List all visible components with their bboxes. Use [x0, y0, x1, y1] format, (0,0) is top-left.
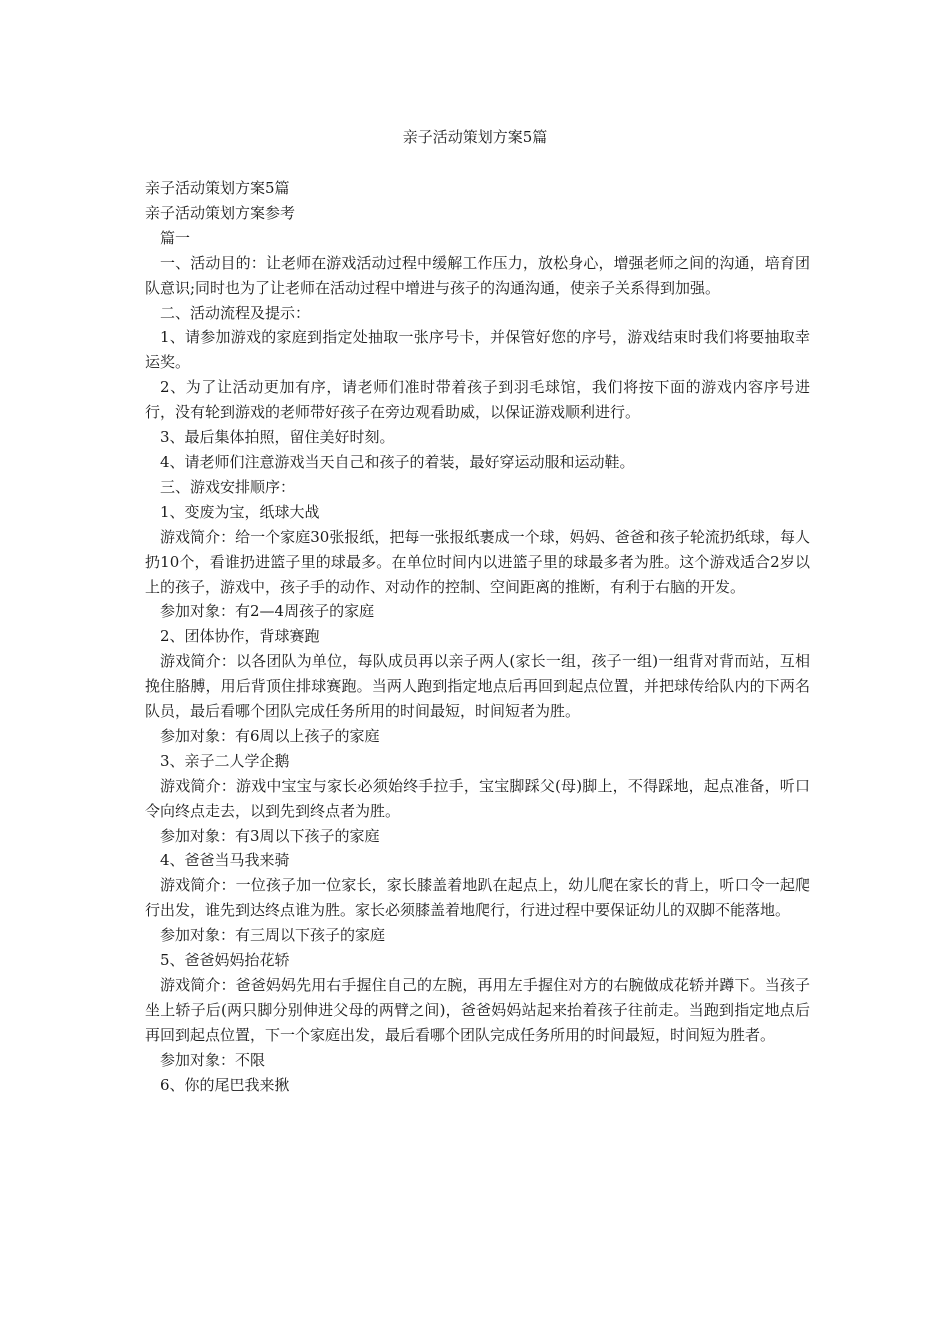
paragraph: 篇一: [160, 228, 191, 247]
paragraph: 3、亲子二人学企鹅: [160, 751, 290, 770]
paragraph: 3、最后集体拍照，留住美好时刻。: [160, 428, 395, 447]
paragraph: 1、请参加游戏的家庭到指定处抽取一张序号卡，并保管好您的序号，游戏结束时我们将要抽取幸运奖。: [145, 328, 810, 372]
paragraph: 游戏简介：爸爸妈妈先用右手握住自己的左腕，再用左手握住对方的右腕做成花轿并蹲下。当孩子坐上轿子后(两只脚分别伸进父母的两臂之间)，爸爸妈妈站起来抬着孩子往前走。当跑到指定地点后再回到起点位置，下一个家庭出发，最后看哪个团队完成任务所用的时间最短，时间短为胜者。: [145, 976, 810, 1044]
paragraph: 游戏简介：一位孩子加一位家长，家长膝盖着地趴在起点上，幼儿爬在家长的背上，听口令一起爬行出发，谁先到达终点谁为胜。家长必须膝盖着地爬行，行进过程中要保证幼儿的双脚不能落地。: [145, 876, 810, 920]
paragraph: 参加对象：有2—4周孩子的家庭: [160, 602, 375, 621]
paragraph: 参加对象：有6周以上孩子的家庭: [160, 726, 380, 745]
paragraph: 2、团体协作，背球赛跑: [160, 627, 320, 646]
paragraph: 游戏简介：给一个家庭30张报纸，把每一张报纸裹成一个球，妈妈、爸爸和孩子轮流扔纸球，每人扔10个，看谁扔进篮子里的球最多。在单位时间内以进篮子里的球最多者为胜。这个游戏适合2岁以上的孩子，游戏中，孩子手的动作、对动作的控制、空间距离的推断，有利于右脑的开发。: [145, 527, 810, 596]
paragraph: 1、变废为宝，纸球大战: [160, 502, 320, 521]
document-body: [145, 176, 810, 1098]
paragraph: 三、游戏安排顺序：: [160, 477, 296, 496]
paragraph: 参加对象：有三周以下孩子的家庭: [160, 926, 386, 945]
paragraph: 二、活动流程及提示：: [160, 303, 311, 322]
paragraph: 游戏简介：以各团队为单位，每队成员再以亲子两人(家长一组，孩子一组)一组背对背而站，互相挽住胳膊，用后背顶住排球赛跑。当两人跑到指定地点后再回到起点位置，并把球传给队内的下两名队员，最后看哪个团队完成任务所用的时间最短，时间短者为胜。: [145, 652, 810, 721]
paragraph: 4、请老师们注意游戏当天自己和孩子的着装，最好穿运动服和运动鞋。: [160, 452, 635, 471]
paragraph: 参加对象：有3周以下孩子的家庭: [160, 826, 380, 845]
paragraph: 游戏简介：游戏中宝宝与家长必须始终手拉手，宝宝脚踩父(母)脚上，不得踩地，起点准备，听口令向终点走去，以到先到终点者为胜。: [145, 776, 810, 820]
paragraph: 5、爸爸妈妈抬花轿: [160, 951, 290, 970]
paragraph: 亲子活动策划方案5篇: [145, 179, 290, 197]
paragraph: 4、爸爸当马我来骑: [160, 851, 290, 870]
document-title: 亲子活动策划方案5篇: [402, 128, 548, 146]
paragraph: 一、活动目的：让老师在游戏活动过程中缓解工作压力，放松身心，增强老师之间的沟通，培育团队意识;同时也为了让老师在活动过程中增进与孩子的沟通沟通，使亲子关系得到加强。: [145, 253, 810, 297]
paragraph: 6、你的尾巴我来揪: [160, 1075, 290, 1094]
paragraph: 亲子活动策划方案参考: [145, 203, 296, 222]
paragraph: 2、为了让活动更加有序，请老师们准时带着孩子到羽毛球馆，我们将按下面的游戏内容序号进行，没有轮到游戏的老师带好孩子在旁边观看助威，以保证游戏顺利进行。: [145, 378, 810, 422]
paragraph: 参加对象：不限: [160, 1050, 266, 1069]
